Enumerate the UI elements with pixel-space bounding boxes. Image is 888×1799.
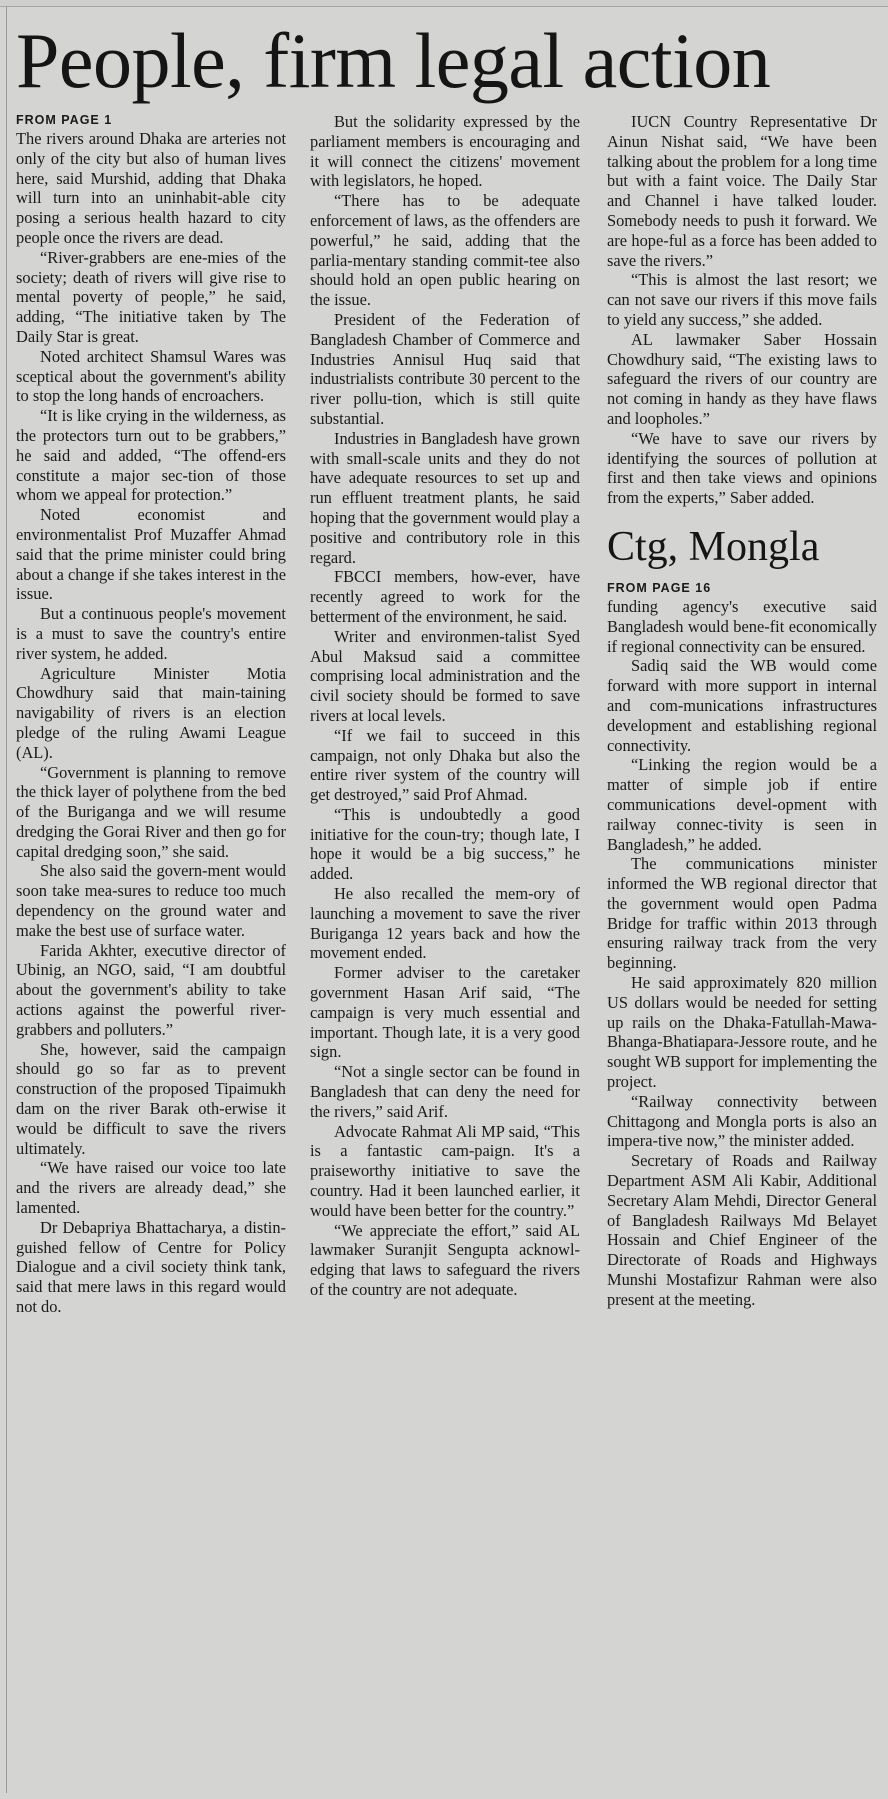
paragraph: Advocate Rahmat Ali MP said, “This is a fantastic cam-paign. It's a praiseworthy initiative to save the country. Had it been launched earlier, it would have been better for the country.” [310,1121,580,1220]
paragraph: IUCN Country Representative Dr Ainun Nishat said, “We have been talking about the problem for a long time but with a faint voice. The Daily Star and Channel i have talked louder. Somebody needs to push it forward. We are hope-ful as a force has been added to save the rivers.” [607,112,877,270]
headline: People, firm legal action [16,17,771,104]
paragraph: “Railway connectivity between Chittagong and Mongla ports is also an impera-tive now,” the minister added. [607,1091,877,1151]
article-column-2 [310,112,580,1300]
paragraph: Sadiq said the WB would come forward with more support in internal and com-munications infrastructures development and establishing regional connectivity. [607,656,877,755]
paragraph: But the solidarity expressed by the parliament members is encouraging and it will connect the citizens' movement with legislators, he hoped. [310,112,580,191]
paragraph: “If we fail to succeed in this campaign, not only Dhaka but also the entire river system of the country will get destroyed,” said Prof Ahmad. [310,725,580,805]
article-column-3 [607,112,877,1310]
paragraph: Farida Akhter, executive director of Ubinig, an NGO, said, “I am doubtful about the government's ability to take actions against the powerful river-grabbers and polluters.” [16,940,286,1039]
article-column-1 [16,112,286,1317]
paragraph: She also said the govern-ment would soon take mea-sures to reduce too much dependency on the ground water and make the best use of surface water. [16,861,286,940]
paragraph: “Government is planning to remove the thick layer of polythene from the bed of the Buriganga and we will resume dredging the Gorai River and then go for capital dredging soon,” she said. [16,762,286,861]
paragraph: “We have raised our voice too late and the rivers are already dead,” she lamented. [16,1158,286,1218]
paragraph: He also recalled the mem-ory of launching a movement to save the river Buriganga 12 years back and how the movement ended. [310,884,580,963]
paragraph: “This is undoubtedly a good initiative for the coun-try; though late, I hope it would be a big success,” he added. [310,804,580,884]
paragraph: Writer and environmen-talist Syed Abul Maksud said a committee comprising local administration and the civil society should be formed to save rivers at local levels. [310,626,580,725]
subheadline-ctg-mongla: Ctg, Mongla [607,523,820,570]
paragraph: “This is almost the last resort; we can not save our rivers if this move fails to yield any success,” she added. [607,270,877,329]
kicker-from-page-1: FROM PAGE 1 [16,113,113,127]
paragraph: “Linking the region would be a matter of simple job if entire communications devel-opment with railway connec-tivity is seen in Bangladesh,” he added. [607,755,877,854]
paragraph: “There has to be adequate enforcement of laws, as the offenders are powerful,” he said, adding that the parlia-mentary standing commit-tee also should hold an open public hearing on the issue. [310,191,580,310]
paragraph: “Not a single sector can be found in Bangladesh that can deny the need for the rivers,” said Arif. [310,1062,580,1121]
paragraph: “We have to save our rivers by identifying the sources of pollution at first and then take views and opinions from the experts,” Saber added. [607,428,877,508]
paragraph: funding agency's executive said Bangladesh would bene-fit economically if regional connectivity can be ensured. [607,596,877,656]
paragraph: Dr Debapriya Bhattacharya, a distin-guished fellow of Centre for Policy Dialogue and a civil society think tank, said that mere laws in this regard would not do. [16,1217,286,1317]
paragraph: Noted economist and environmentalist Prof Muzaffer Ahmad said that the prime minister could bring about a change if she takes interest in the issue. [16,505,286,604]
paragraph: “River-grabbers are ene-mies of the society; death of rivers will give rise to mental poverty of people,” he said, adding, “The initiative taken by The Daily Star is great. [16,247,286,346]
paragraph: AL lawmaker Saber Hossain Chowdhury said, “The existing laws to safeguard the rivers of our country are not coming in handy as they have flaws and loopholes.” [607,329,877,428]
paragraph: She, however, said the campaign should go so far as to prevent construction of the proposed Tipaimukh dam on the river Barak oth-erwise it would be difficult to save the rivers ultimately. [16,1039,286,1158]
paragraph: “It is like crying in the wilderness, as the protectors turn out to be grabbers,” he said and added, “The offend-ers constitute a major sec-tion of those whom we appeal for protection.” [16,406,286,505]
paragraph: President of the Federation of Bangladesh Chamber of Commerce and Industries Annisul Huq said that industrialists contribute 30 percent to the river pollu-tion, which is still quite substantial. [310,309,580,428]
paragraph: Noted architect Shamsul Wares was sceptical about the government's ability to stop the long hands of encroachers. [16,346,286,406]
paragraph: Industries in Bangladesh have grown with small-scale units and they do not have adequate resources to set up and run effluent treatment plants, he said hoping that the government would play a positive and contributory role in this regard. [310,428,580,567]
paragraph: Secretary of Roads and Railway Department ASM Ali Kabir, Additional Secretary Alam Mehdi, Director General of Bangladesh Railways Md Belayet Hossain and Chief Engineer of the Directorate of Roads and Highways Munshi Mostafizur Rahman were also present at the meeting. [607,1151,877,1309]
paragraph: The communications minister informed the WB regional director that the government would open Padma Bridge for traffic within 2013 through ensuring railway track from the very beginning. [607,854,877,973]
paragraph: He said approximately 820 million US dollars would be needed for setting up rails on the Dhaka-Fatullah-Mawa-Bhanga-Bhatiapara-Jessore route, and he sought WB support for implementing the project. [607,973,877,1092]
kicker-from-page-16: FROM PAGE 16 [607,580,712,595]
paragraph: Former adviser to the caretaker government Hasan Arif said, “The campaign is very much essential and important. Though late, it is a very good sign. [310,963,580,1062]
paragraph: “We appreciate the effort,” said AL lawmaker Suranjit Sengupta acknowl-edging that laws to safeguard the rivers of the country are not adequate. [310,1220,580,1300]
paragraph: FBCCI members, how-ever, have recently agreed to work for the betterment of the environment, he said. [310,567,580,626]
paragraph: Agriculture Minister Motia Chowdhury said that main-taining navigability of rivers is an election pledge of the ruling Awami League (AL). [16,663,286,762]
paragraph: But a continuous people's movement is a must to save the country's entire river system, he added. [16,604,286,663]
paragraph: The rivers around Dhaka are arteries not only of the city but also of human lives here, said Murshid, adding that Dhaka will turn into an uninhabit-able city posing a serious health hazard to city people once the rivers are dead. [16,129,286,247]
